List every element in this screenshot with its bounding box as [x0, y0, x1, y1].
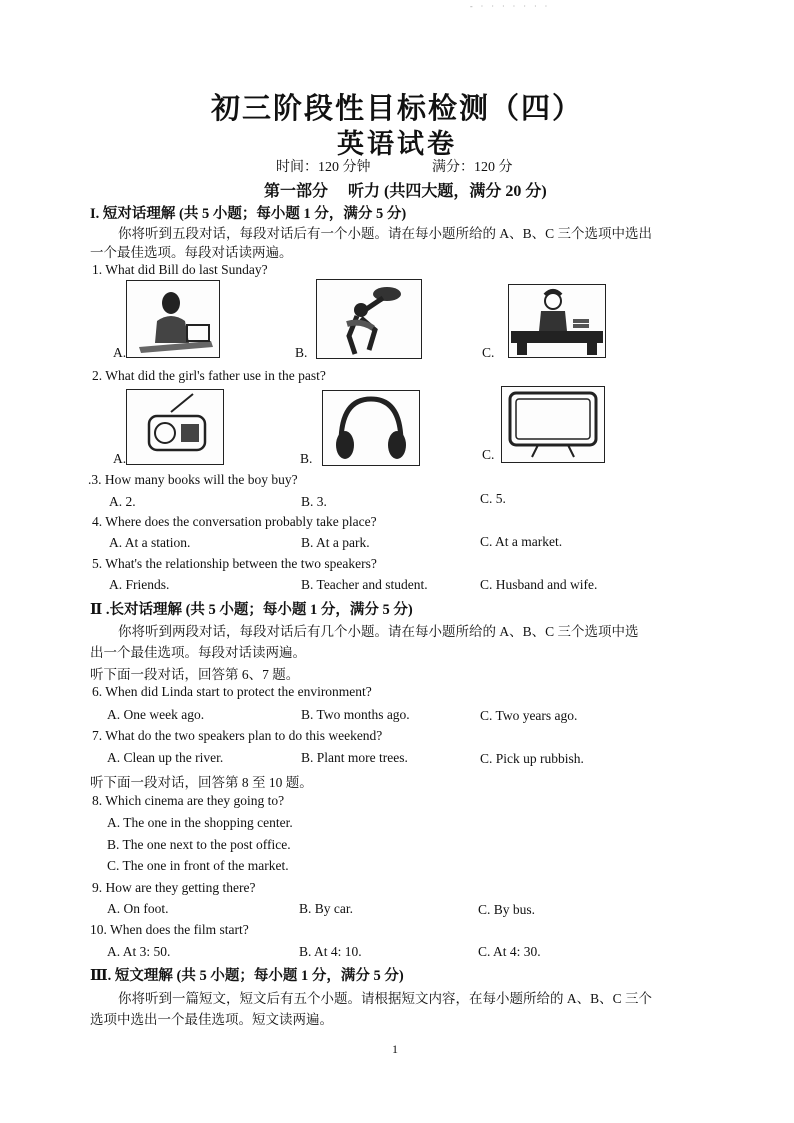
question-2: 2. What did the girl's father use in the past? — [92, 368, 326, 383]
scan-marks: - · · · · · · · — [470, 2, 551, 11]
q2-option-a-label[interactable]: A. — [113, 451, 127, 466]
q5-option-a[interactable]: A. Friends. — [109, 577, 170, 592]
q6-option-b[interactable]: B. Two months ago. — [301, 707, 410, 722]
q2-option-b-label[interactable]: B. — [300, 451, 313, 466]
q3-option-c[interactable]: C. 5. — [480, 491, 506, 506]
part-one-title: 第一部分 听力 (共四大题，满分 20 分) — [264, 183, 547, 200]
q5-option-b[interactable]: B. Teacher and student. — [301, 577, 428, 592]
q5-option-c[interactable]: C. Husband and wife. — [480, 577, 598, 592]
person-at-computer-icon — [126, 280, 220, 358]
section-2-title: Ⅱ .长对话理解 (共 5 小题；每小题 1 分，满分 5 分) — [90, 602, 413, 618]
q9-option-a[interactable]: A. On foot. — [107, 901, 169, 916]
q10-option-c[interactable]: C. At 4: 30. — [478, 944, 541, 959]
q3-option-b[interactable]: B. 3. — [301, 494, 327, 509]
q1-option-a-label[interactable]: A. — [113, 345, 127, 360]
q9-option-c[interactable]: C. By bus. — [478, 902, 536, 917]
section-3-instruction-line1: 你将听到一篇短文，短文后有五个小题。请根据短文内容，在每小题所给的 A、B、C 三个 — [118, 991, 653, 1006]
question-1: 1. What did Bill do last Sunday? — [92, 262, 268, 277]
exam-subtitle: 英语试卷 — [337, 129, 457, 159]
page-number: 1 — [392, 1042, 398, 1056]
section-1-title: I. 短对话理解 (共 5 小题；每小题 1 分，满分 5 分) — [90, 206, 407, 222]
question-3: .3. How many books will the boy buy? — [88, 472, 298, 487]
q4-option-b[interactable]: B. At a park. — [301, 535, 370, 550]
question-7: 7. What do the two speakers plan to do this weekend? — [92, 728, 383, 743]
q8-option-a[interactable]: A. The one in the shopping center. — [107, 815, 293, 830]
person-reading-at-desk-icon — [508, 284, 606, 358]
dialog-1-instruction: 听下面一段对话，回答第 6、7 题。 — [90, 667, 300, 682]
q4-option-a[interactable]: A. At a station. — [109, 535, 191, 550]
section-1-instruction-line1: 你将听到五段对话，每段对话后有一个小题。请在每小题所给的 A、B、C 三个选项中选出 — [118, 226, 653, 241]
question-9: 9. How are they getting there? — [92, 880, 256, 895]
exam-time: 时间：120 分钟 — [276, 160, 371, 175]
q6-option-a[interactable]: A. One week ago. — [107, 707, 205, 722]
question-6: 6. When did Linda start to protect the environment? — [92, 684, 372, 699]
headphones-icon — [322, 390, 420, 466]
section-3-instruction-line2: 选项中选出一个最佳选项。短文读两遍。 — [90, 1012, 333, 1027]
q10-option-a[interactable]: A. At 3: 50. — [107, 944, 171, 959]
person-dancing-icon — [316, 279, 422, 359]
q6-option-c[interactable]: C. Two years ago. — [480, 708, 578, 723]
q7-option-a[interactable]: A. Clean up the river. — [107, 750, 224, 765]
question-10: 10. When does the film start? — [90, 922, 249, 937]
exam-score: 满分：120 分 — [432, 160, 513, 175]
q4-option-c[interactable]: C. At a market. — [480, 534, 563, 549]
q10-option-b[interactable]: B. At 4: 10. — [299, 944, 362, 959]
q7-option-c[interactable]: C. Pick up rubbish. — [480, 751, 584, 766]
exam-title: 初三阶段性目标检测（四） — [210, 93, 583, 125]
radio-icon — [126, 389, 224, 465]
question-5: 5. What's the relationship between the two speakers? — [92, 556, 377, 571]
television-icon — [501, 386, 605, 463]
question-8: 8. Which cinema are they going to? — [92, 793, 285, 808]
section-2-instruction-line2: 出一个最佳选项。每段对话读两遍。 — [90, 645, 306, 660]
q2-option-c-label[interactable]: C. — [482, 447, 495, 462]
q3-option-a[interactable]: A. 2. — [109, 494, 136, 509]
q1-option-b-label[interactable]: B. — [295, 345, 308, 360]
section-1-instruction-line2: 一个最佳选项。每段对话读两遍。 — [90, 245, 293, 260]
q1-option-c-label[interactable]: C. — [482, 345, 495, 360]
q7-option-b[interactable]: B. Plant more trees. — [301, 750, 408, 765]
section-2-instruction-line1: 你将听到两段对话，每段对话后有几个小题。请在每小题所给的 A、B、C 三个选项中选 — [118, 624, 639, 639]
q8-option-c[interactable]: C. The one in front of the market. — [107, 858, 289, 873]
q9-option-b[interactable]: B. By car. — [299, 901, 353, 916]
q8-option-b[interactable]: B. The one next to the post office. — [107, 837, 291, 852]
question-4: 4. Where does the conversation probably take place? — [92, 514, 377, 529]
section-3-title: Ⅲ. 短文理解 (共 5 小题；每小题 1 分，满分 5 分) — [90, 968, 404, 984]
dialog-2-instruction: 听下面一段对话，回答第 8 至 10 题。 — [90, 775, 313, 790]
